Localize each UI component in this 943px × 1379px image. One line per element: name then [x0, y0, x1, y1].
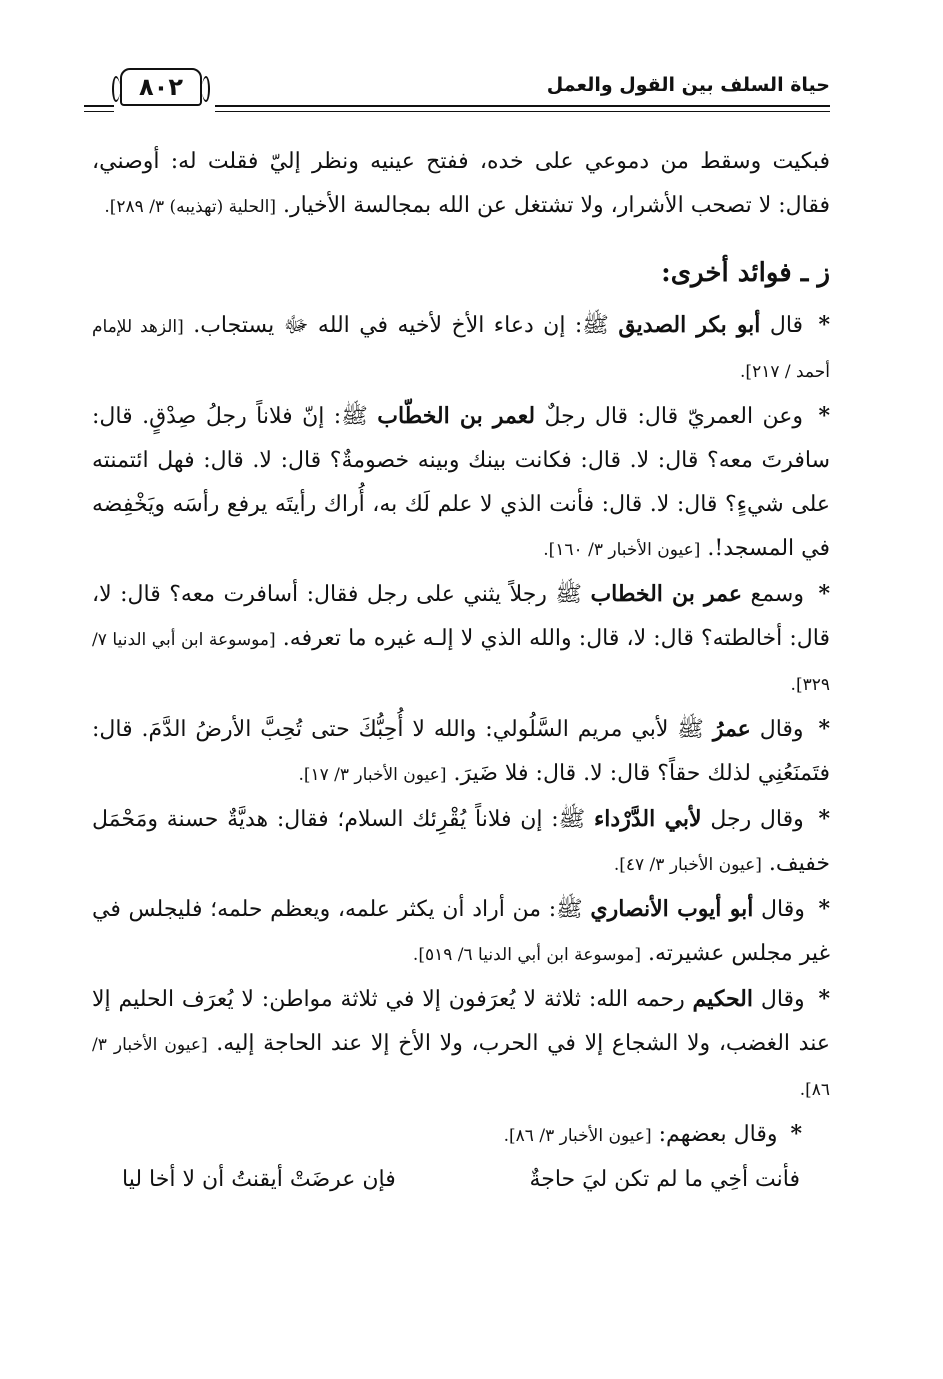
entry-lead: وسمع [750, 582, 804, 607]
entry-text: ﷺ رجلاً يثني على رجل فقال: أسافرت معه؟ قال: لا، قال: أخالطته؟ قال: لا، قال: والله الذي لا إلـه غيره ما تعرفه. [92, 582, 831, 651]
verse-second-hemistich: فإن عرضَتْ أيقنتُ أن لا أخا ليا [122, 1167, 396, 1192]
entry-text: رحمه الله: ثلاثة لا يُعرَفون إلا في ثلاثة مواطن: لا يُعرَف الحليم إلا عند الغضب، ولا الشجاع إلا في الحرب، ولا الأخ إلا عند الحاجة إليه. [92, 987, 830, 1056]
entry-lead: وقال رجل [710, 807, 804, 832]
entry-text: ﷺ: من أراد أن يكثر علمه، ويعظم حلمه؛ فليجلس في غير مجلس عشيرته. [92, 897, 830, 966]
entry-name: لأبي الدَّرْداء [593, 806, 702, 832]
bullet-star-icon: * [818, 806, 830, 832]
intro-paragraph [92, 140, 830, 229]
entry-name: الحكيم [692, 986, 753, 1012]
entry-citation: [عيون الأخبار ٣/ ١٧]. [298, 765, 447, 785]
entry [92, 977, 830, 1112]
entry-name: أبو بكر الصديق [618, 312, 761, 338]
bullet-star-icon: * [818, 312, 831, 338]
entry [92, 394, 830, 572]
entry-name: عمر بن الخطاب [590, 581, 743, 607]
bullet-star-icon: * [790, 1121, 802, 1147]
header-rule [215, 105, 830, 112]
entry-text: ﷺ: إن دعاء الأخ لأخيه في الله ﷻ يستجاب. [193, 313, 609, 338]
entry-citation: [عيون الأخبار ٣/ ١٦٠]. [543, 540, 701, 560]
entry-name: أبو أيوب الأنصاري [590, 896, 754, 922]
entry-text: ﷺ لأبي مريم السَّلُولي: والله لا أُحِبُّكَ حتى تُحِبَّ الأرضُ الدَّمَ. قال: فتَمنَعُنِي لذلك حقاً؟ قال: لا. قال: فلا ضَيرَ. [92, 717, 830, 786]
bullet-star-icon: * [818, 986, 831, 1012]
entry-citation: [عيون الأخبار ٣/ ٨٦]. [503, 1126, 652, 1146]
entry [92, 797, 830, 887]
entry [92, 707, 830, 797]
body-text [92, 140, 830, 1202]
intro-text: فبكيت وسقط من دموعي على خده، ففتح عينيه ونظر إليّ فقلت له: أوصني، فقال: لا تصحب الأشرار، ولا تشتغل عن الله بمجالسة الأخيار. [92, 149, 830, 218]
entry-lead: وقال [760, 987, 805, 1012]
section-heading: ز ـ فوائد أخرى: [661, 258, 830, 288]
entry [92, 572, 830, 707]
entry-lead: وقال [759, 717, 804, 742]
bullet-star-icon: * [818, 716, 830, 742]
entry-citation: [الزهد للإمام أحمد / ٢١٧]. [92, 317, 830, 382]
book-title: حياة السلف بين القول والعمل [546, 74, 830, 96]
entry-citation: [عيون الأخبار ٣/ ٨٦]. [92, 1035, 830, 1100]
page-number: ٨٠٢ [120, 68, 202, 106]
entry-name: عمرُ [712, 716, 751, 742]
entry-lead: وقال [761, 897, 805, 922]
bullet-star-icon: * [818, 896, 831, 922]
bullet-star-icon: * [818, 581, 830, 607]
page-header [92, 60, 830, 120]
header-rule-short [84, 105, 114, 112]
entry-name: لعمر بن الخطّاب [377, 403, 536, 429]
entry-lead: قال [769, 313, 804, 338]
poem-verse [92, 1158, 830, 1202]
entry-text: ﷺ: إنّ فلاناً رجلُ صِدْقٍ. قال: سافرتَ معه؟ قال: لا. قال: فكانت بينك وبينه خصومةٌ؟ قال: لا. قال: فهل ائتمنته على شيءٍ؟ قال: لا. قال: فأنت الذي لا علم لَك به، أُراك رأيتَه يرفع رأسَه ويَخْفِضه في المسجد!. [92, 404, 830, 561]
entry [92, 887, 830, 977]
entry-lead: وقال بعضهم: [658, 1122, 778, 1147]
entry-citation: [عيون الأخبار ٣/ ٤٧]. [613, 855, 762, 875]
verse-first-hemistich: فأنت أخِي ما لم تكن ليَ حاجةٌ [529, 1167, 800, 1192]
entry-citation: [موسوعة ابن أبي الدنيا ٧/ ٣٢٩]. [92, 630, 830, 695]
entry-lead: وعن العمريّ قال: قال رجلٌ [544, 404, 804, 429]
entry [92, 303, 830, 394]
bullet-star-icon: * [818, 403, 831, 429]
entry [92, 1112, 830, 1158]
intro-citation: [الحلية (تهذيبه) ٣/ ٢٨٩]. [104, 197, 276, 217]
page [92, 60, 830, 1202]
entry-text: ﷺ: إن فلاناً يُقْرِئك السلام؛ فقال: هديَّةٌ حسنة ومَحْمَل خفيف. [92, 807, 830, 876]
entry-citation: [موسوعة ابن أبي الدنيا ٦/ ٥١٩]. [412, 945, 641, 965]
